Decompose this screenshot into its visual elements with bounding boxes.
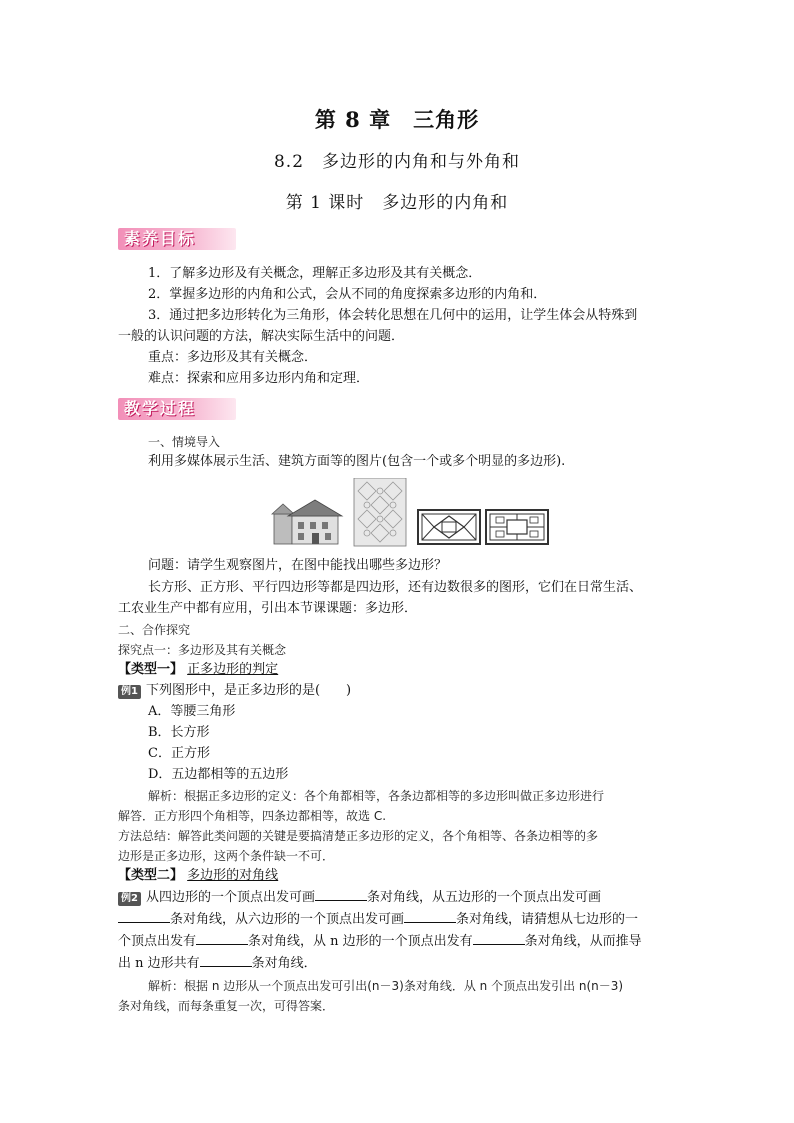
type-2-title: 多边形的对角线	[187, 868, 279, 883]
example-1-summary-2: 边形是正多边形，这两个条件缺一不可．	[118, 849, 335, 863]
answer-blank-6[interactable]	[200, 954, 252, 967]
answer-line-2: 工农业生产中都有应用，引出本节课课题：多边形．	[118, 601, 418, 616]
answer-blank-1[interactable]	[315, 888, 367, 901]
example-2-text-h: 出 n 边形共有	[118, 956, 200, 971]
answer-blank-2[interactable]	[118, 910, 170, 923]
example-2-text-g: 条对角线，从而推导	[524, 934, 642, 949]
example-2-text-c: 条对角线，从六边形的一个顶点出发可画	[170, 912, 405, 927]
answer-blank-4[interactable]	[196, 932, 248, 945]
answer-blank-5[interactable]	[473, 932, 525, 945]
section-1-text: 利用多媒体展示生活、建筑方面等的图片(包含一个或多个明显的多边形).	[148, 454, 566, 469]
option-d: D．五边都相等的五边形	[148, 767, 289, 782]
option-b: B．长方形	[148, 725, 210, 740]
example-2-text-i: 条对角线．	[251, 956, 317, 971]
scene-images-svg	[270, 478, 550, 548]
example-2-text-f: 条对角线，从 n 边形的一个顶点出发有	[248, 934, 473, 949]
process-banner-label: 教学过程	[124, 399, 197, 418]
key-point: 重点：多边形及其有关概念．	[148, 350, 318, 365]
question-text: 问题：请学生观察图片，在图中能找出哪些多边形？	[148, 558, 448, 573]
section-1-title: 一、情境导入	[148, 435, 221, 449]
explore-point-1: 探究点一：多边形及其有关概念	[118, 643, 287, 657]
example-1-question	[118, 681, 351, 701]
type-2-label: 【类型二】	[118, 868, 184, 883]
option-c: C．正方形	[148, 746, 210, 761]
example-1-text: 下列图形中，是正多边形的是( )	[145, 683, 352, 698]
goal-item-3-cont: 一般的认识问题的方法，解决实际生活中的问题．	[118, 329, 405, 344]
goal-item-2: 2．掌握多边形的内角和公式，会从不同的角度探索多边形的内角和．	[148, 287, 547, 302]
difficulty-point: 难点：探索和应用多边形内角和定理．	[148, 371, 370, 386]
goal-item-3: 3．通过把多边形转化为三角形，体会转化思想在几何中的运用，让学生体会从特殊到	[148, 308, 638, 323]
type-1-label: 【类型一】	[118, 662, 184, 677]
scene-images	[270, 478, 550, 548]
example-1-solution-2: 解答．正方形四个角相等，四条边都相等，故选 C.	[118, 809, 387, 823]
example-2-line-1	[118, 888, 601, 908]
house-image	[272, 500, 342, 544]
example-2-line-2	[118, 910, 638, 930]
type-1-heading	[118, 660, 278, 680]
example-2-text-b: 条对角线，从五边形的一个顶点出发可画	[366, 890, 601, 905]
example-2-solution-1: 解析：根据 n 边形从一个顶点出发可引出(n－3)条对角线．从 n 个顶点出发引出 n(n－3)	[148, 979, 624, 993]
goals-banner-label: 素养目标	[124, 229, 197, 248]
answer-line-1: 长方形、正方形、平行四边形等都是四边形，还有边数很多的图形，它们在日常生活、	[148, 580, 643, 595]
lattice-tile-image	[354, 478, 406, 546]
example-2-line-4	[118, 954, 317, 974]
lesson-title: 第 1 课时 多边形的内角和	[285, 193, 509, 213]
section-2-title: 二、合作探究	[118, 623, 191, 637]
goal-item-1: 1．了解多边形及有关概念，理解正多边形及其有关概念．	[148, 266, 482, 281]
option-a: A．等腰三角形	[148, 704, 236, 719]
example-2-line-3	[118, 932, 642, 952]
chapter-title: 第 8 章 三角形	[314, 107, 480, 132]
answer-blank-3[interactable]	[404, 910, 456, 923]
example-2-text-e: 个顶点出发有	[118, 934, 197, 949]
example-1-summary-1: 方法总结：解答此类问题的关键是要搞清楚正多边形的定义，各个角相等、各条边相等的多	[118, 829, 599, 843]
example-1-solution-1: 解析：根据正多边形的定义：各个角都相等，各条边都相等的多边形叫做正多边形进行	[148, 789, 605, 803]
type-1-title: 正多边形的判定	[187, 662, 279, 677]
window-lattice-image-2	[486, 510, 548, 544]
example-1-tag: 例1	[118, 685, 141, 699]
example-2-tag: 例2	[118, 892, 141, 906]
example-2-text-d: 条对角线，请猜想从七边形的一	[456, 912, 639, 927]
example-2-solution-2: 条对角线，而每条重复一次，可得答案．	[118, 999, 335, 1013]
example-2-text-a: 从四边形的一个顶点出发可画	[145, 890, 315, 905]
process-banner	[118, 398, 236, 420]
section-title: 8.2 多边形的内角和与外角和	[273, 152, 521, 172]
goals-banner	[118, 228, 236, 250]
type-2-heading	[118, 866, 278, 886]
window-lattice-image-1	[418, 510, 480, 544]
